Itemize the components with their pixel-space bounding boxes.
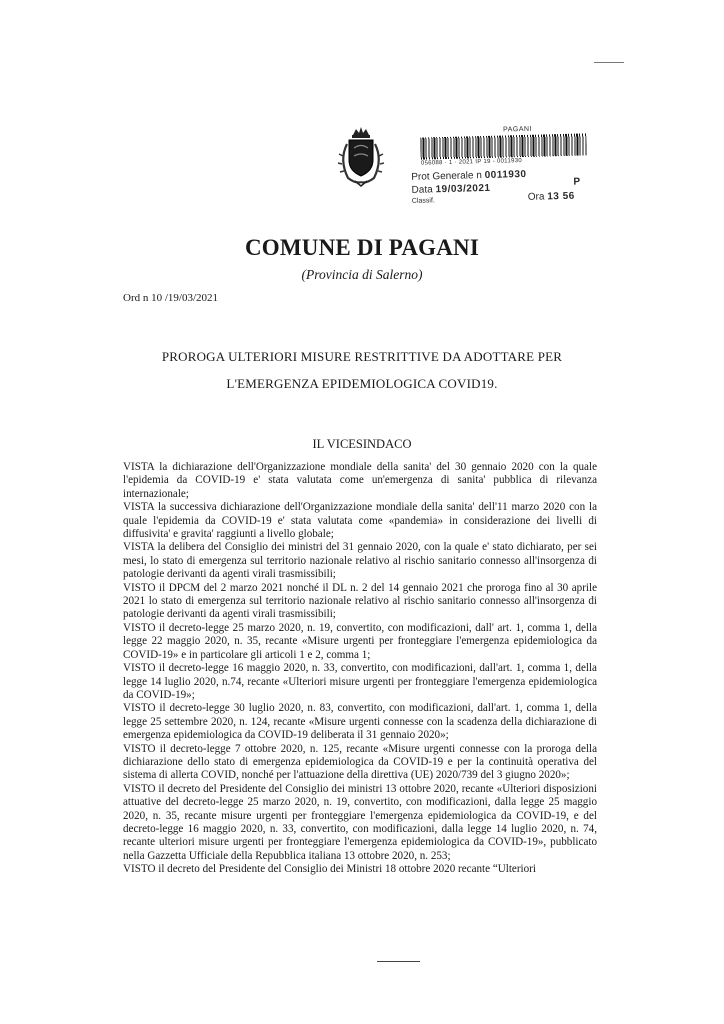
hour-line — [528, 191, 575, 203]
paragraph: VISTO il decreto-legge 30 luglio 2020, n. 83, convertito, con modificazioni, dall'art. 1, comma 1, della legge 25 settembre 2020, n. 124, recante «Misure urgenti connesse con la scadenza della dichiarazione di emergenza epidemiologica da COVID-19 deliberata il 31 gennaio 2020»; — [123, 702, 597, 742]
protocol-number: 0011930 — [484, 168, 527, 182]
stamp-city: PAGANI — [502, 125, 533, 134]
signatory-title: IL VICESINDACO — [312, 437, 412, 451]
barcode-number: 056088 · 1 · 2021 IP 19 - 0011930 — [420, 158, 523, 167]
page-footer-rule — [377, 961, 420, 962]
page-title: COMUNE DI PAGANI — [244, 235, 480, 260]
coat-of-arms-icon — [336, 126, 386, 190]
ordinance-number: Ord n 10 /19/03/2021 — [123, 292, 219, 304]
paragraph: VISTO il decreto-legge 16 maggio 2020, n. 33, convertito, con modificazioni, dall'art. 1, comma 1, della legge 14 luglio 2020, n.74, recante «Ulteriori misure urgenti per fronteggiare l'emergenza epidemiologica da COVID-19»; — [123, 662, 597, 701]
paragraph: VISTO il DPCM del 2 marzo 2021 nonché il DL n. 2 del 14 gennaio 2021 che proroga fino al 30 aprile 2021 lo stato di emergenza sul territorio nazionale relativo al rischio sanitario connesso all'insorgenza di patologie derivanti da agenti virali trasmissibili; — [123, 581, 597, 621]
document-heading-line-2: L'EMERGENZA EPIDEMIOLOGICA COVID19. — [226, 376, 498, 391]
paragraph: VISTO il decreto-legge 7 ottobre 2020, n. 125, recante «Misure urgenti connesse con la proroga della dichiarazione dello stato di emergenza epidemiologica da COVID-19 e per la continuità operativa del sistema di allerta COVID, nonché per l'attuazione della direttiva (UE) 2020/739 del 3 giugno 2020»; — [123, 742, 597, 782]
paragraph: VISTA la successiva dichiarazione dell'Organizzazione mondiale della sanita' dell'11 marzo 2020 con la quale l'epidemia da COVID-19 e' stata valutata come «pandemia» in considerazione dei livelli di diffusivita' e gravita' raggiunti a livello globale; — [123, 501, 597, 541]
paragraph: VISTO il decreto-legge 25 marzo 2020, n. 19, convertito, con modificazioni, dall' art. 1, comma 1, della legge 22 maggio 2020, n. 35, recante «Misure urgenti per fronteggiare l'emergenza epidemiologica da COVID-19» e in particolare gli articoli 1 e 2, comma 1; — [123, 621, 597, 661]
hour-label: Ora — [527, 191, 545, 203]
document-heading-line-1: PROROGA ULTERIORI MISURE RESTRITTIVE DA ADOTTARE PER — [161, 349, 563, 364]
date-label: Data — [411, 184, 433, 196]
paragraph: VISTA la dichiarazione dell'Organizzazione mondiale della sanita' del 30 gennaio 2020 con la quale l'epidemia da COVID-19 e' stata valutata come un'emergenza di sanita' pubblica di rilevanza internazionale; — [123, 461, 597, 500]
document-body — [123, 461, 597, 877]
scan-mark — [594, 62, 624, 63]
date-value: 19/03/2021 — [435, 182, 491, 196]
paragraph: VISTO il decreto del Presidente del Consiglio dei ministri 13 ottobre 2020, recante «Ulteriori disposizioni attuative del decreto-legge 25 marzo 2020, n. 19, convertito, con modificazioni, dalla legge 25 maggio 2020, n. 35, recante misure urgenti per fronteggiare l'emergenza epidemiologica da COVID-19, e del decreto-legge 16 maggio 2020, n. 33, convertito, con modificazioni, dalla legge 14 luglio 2020, n. 74, recante ulteriori misure urgenti per fronteggiare l'emergenza epidemiologica da COVID-19», pubblicato nella Gazzetta Ufficiale della Repubblica italiana 13 ottobre 2020, n. 253; — [123, 782, 597, 862]
paragraph: VISTO il decreto del Presidente del Consiglio dei Ministri 18 ottobre 2020 recante “Ulteriori — [123, 863, 536, 876]
protocol-label: Prot Generale n — [411, 170, 482, 183]
protocol-stamp — [408, 124, 590, 213]
class-label: Classif. — [411, 197, 435, 205]
protocol-line — [411, 169, 527, 183]
hour-value: 13 56 — [547, 190, 575, 203]
page-subtitle: (Provincia di Salerno) — [301, 267, 423, 282]
stamp-letter: P — [573, 176, 581, 188]
class-line — [412, 197, 435, 205]
paragraph: VISTA la delibera del Consiglio dei ministri del 31 gennaio 2020, con la quale e' stato dichiarato, per sei mesi, lo stato di emergenza sul territorio nazionale relativo al rischio sanitario connesso all'insorgenza di patologie derivanti da agenti virali trasmissibili; — [123, 541, 597, 581]
date-line — [411, 183, 490, 196]
barcode-icon — [420, 133, 587, 159]
